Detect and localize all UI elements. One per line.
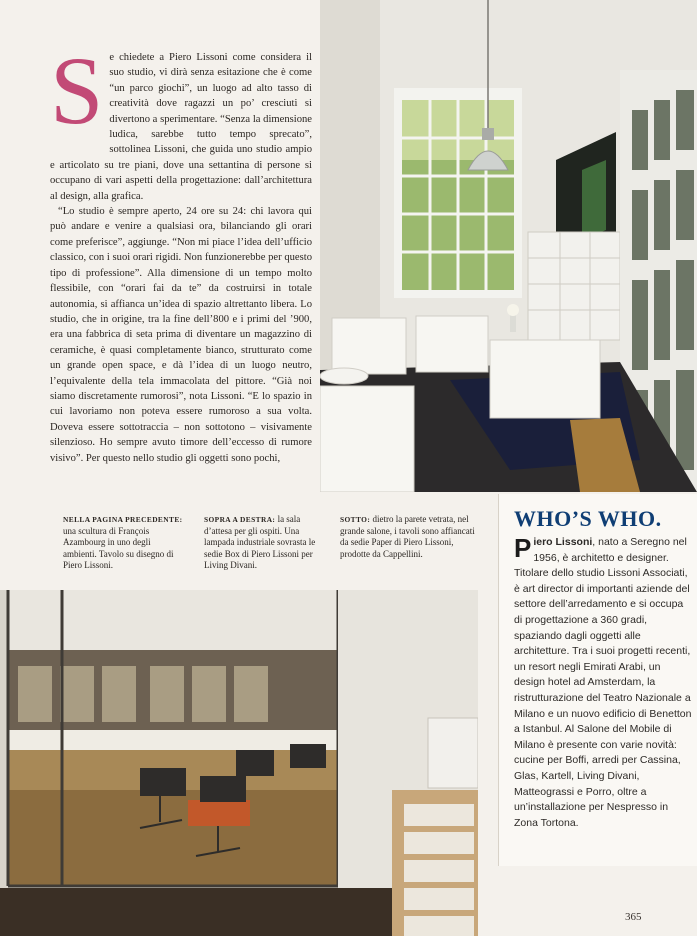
caption-top-right-text: la sala d’attesa per gli ospiti. Una lampada industriale sovrasta le sedie Box di Piero Lissoni per Living Divani. <box>204 514 316 570</box>
waiting-room-photo <box>320 0 697 492</box>
caption-previous-page-text: una scultura di François Azambourg in uno degli ambienti. Tavolo su disegno di Piero Lissoni. <box>63 525 174 570</box>
article-paragraph-2: “Lo studio è sempre aperto, 24 ore su 24: chi lavora qui può andare e venire a qualsiasi ora, bilanciando gli orari come preferisce”, aggiunge. “Non mi piace l’idea dell’ufficio classico, con i suoi orari rigidi. Non funzionerebbe per questo tipo di professione”. Alla dimensione di un tempo molto flessibile, con “orari fai da te” da costruirsi in totale autonomia, si affianca un’idea di spazio altrettanto libera. Lo studio, che in origine, tra la fine dell’800 e i primi del ’900, era una fabbrica di seta prima di diventare un magazzino di ceramiche, è quasi completamente bianco, strutturato come un grande open space, e dà l’idea di un luogo neutro, l’equivalente della tela immacolata del pittore. “Già noi siamo discretamente rumorosi”, nota Lissoni. “E lo spazio in cui lavoriamo non poteva essere rumoroso a sua volta. Doveva essere sottotraccia – non sottotono – visivamente silenzioso. Ho sempre avuto timore dell’eccesso di rumore visivo”. Per questo nello studio gli oggetti sono pochi, <box>50 206 312 464</box>
caption-previous-page-lead: NELLA PAGINA PRECEDENTE: <box>63 515 183 524</box>
main-hall-photo <box>0 590 478 936</box>
whos-who-title: WHO’S WHO. <box>514 506 662 531</box>
caption-bottom <box>340 514 482 560</box>
whos-who-bio <box>514 535 694 831</box>
article-body <box>50 37 312 466</box>
article-paragraph-1: e chiedete a Piero Lissoni come considera il suo studio, vi dirà senza esitazione che è come “un parco giochi”, un luogo ad alto tasso di creatività dove ragazzi un po’ cresciuti si divertono a sperimentare. “Senza la dimensione ludica, sarebbe tutto tempo sprecato”, sottolinea Lissoni, che guida uno studio ampio e articolato su tre piani, dove una settantina di persone si occupano di vari aspetti della progettazione: dall’architettura al design, alla grafica. <box>50 52 312 202</box>
caption-bottom-lead: SOTTO: <box>340 515 371 524</box>
caption-previous-page <box>63 514 183 572</box>
caption-bottom-text: dietro la parete vetrata, nel grande salone, i tavoli sono affiancati da sedie Paper di Piero Lissoni, prodotte da Cappellini. <box>340 514 475 559</box>
article-dropcap: S <box>50 37 104 144</box>
caption-top-right-lead: SOPRA A DESTRA: <box>204 515 276 524</box>
whos-who-text: , nato a Seregno nel 1956, è architetto e designer. Titolare dello studio Lissoni Associati, è art director di importanti aziende del settore dell’arredamento e si occupa di progettazione a 360 gradi, spaziando dagli oggetti alle architetture. Tra i suoi progetti recenti, un resort negli Emirati Arabi, un design hotel ad Amsterdam, la ristrutturazione del Teatro Nazionale a Milano e un nuovo edificio di Benetton a Istanbul. Al Salone del Mobile di Milano è presente con varie novità: cucine per Boffi, arredi per Cassina, Glas, Kartell, Living Divani, Matteograssi e Porro, oltre a un’installazione per Nespresso in Zona Tortona. <box>514 536 692 829</box>
page-number: 365 <box>625 911 642 923</box>
whos-who-name: iero Lissoni <box>533 536 593 548</box>
caption-top-right <box>204 514 328 572</box>
whos-who-dropcap: P <box>514 533 532 563</box>
